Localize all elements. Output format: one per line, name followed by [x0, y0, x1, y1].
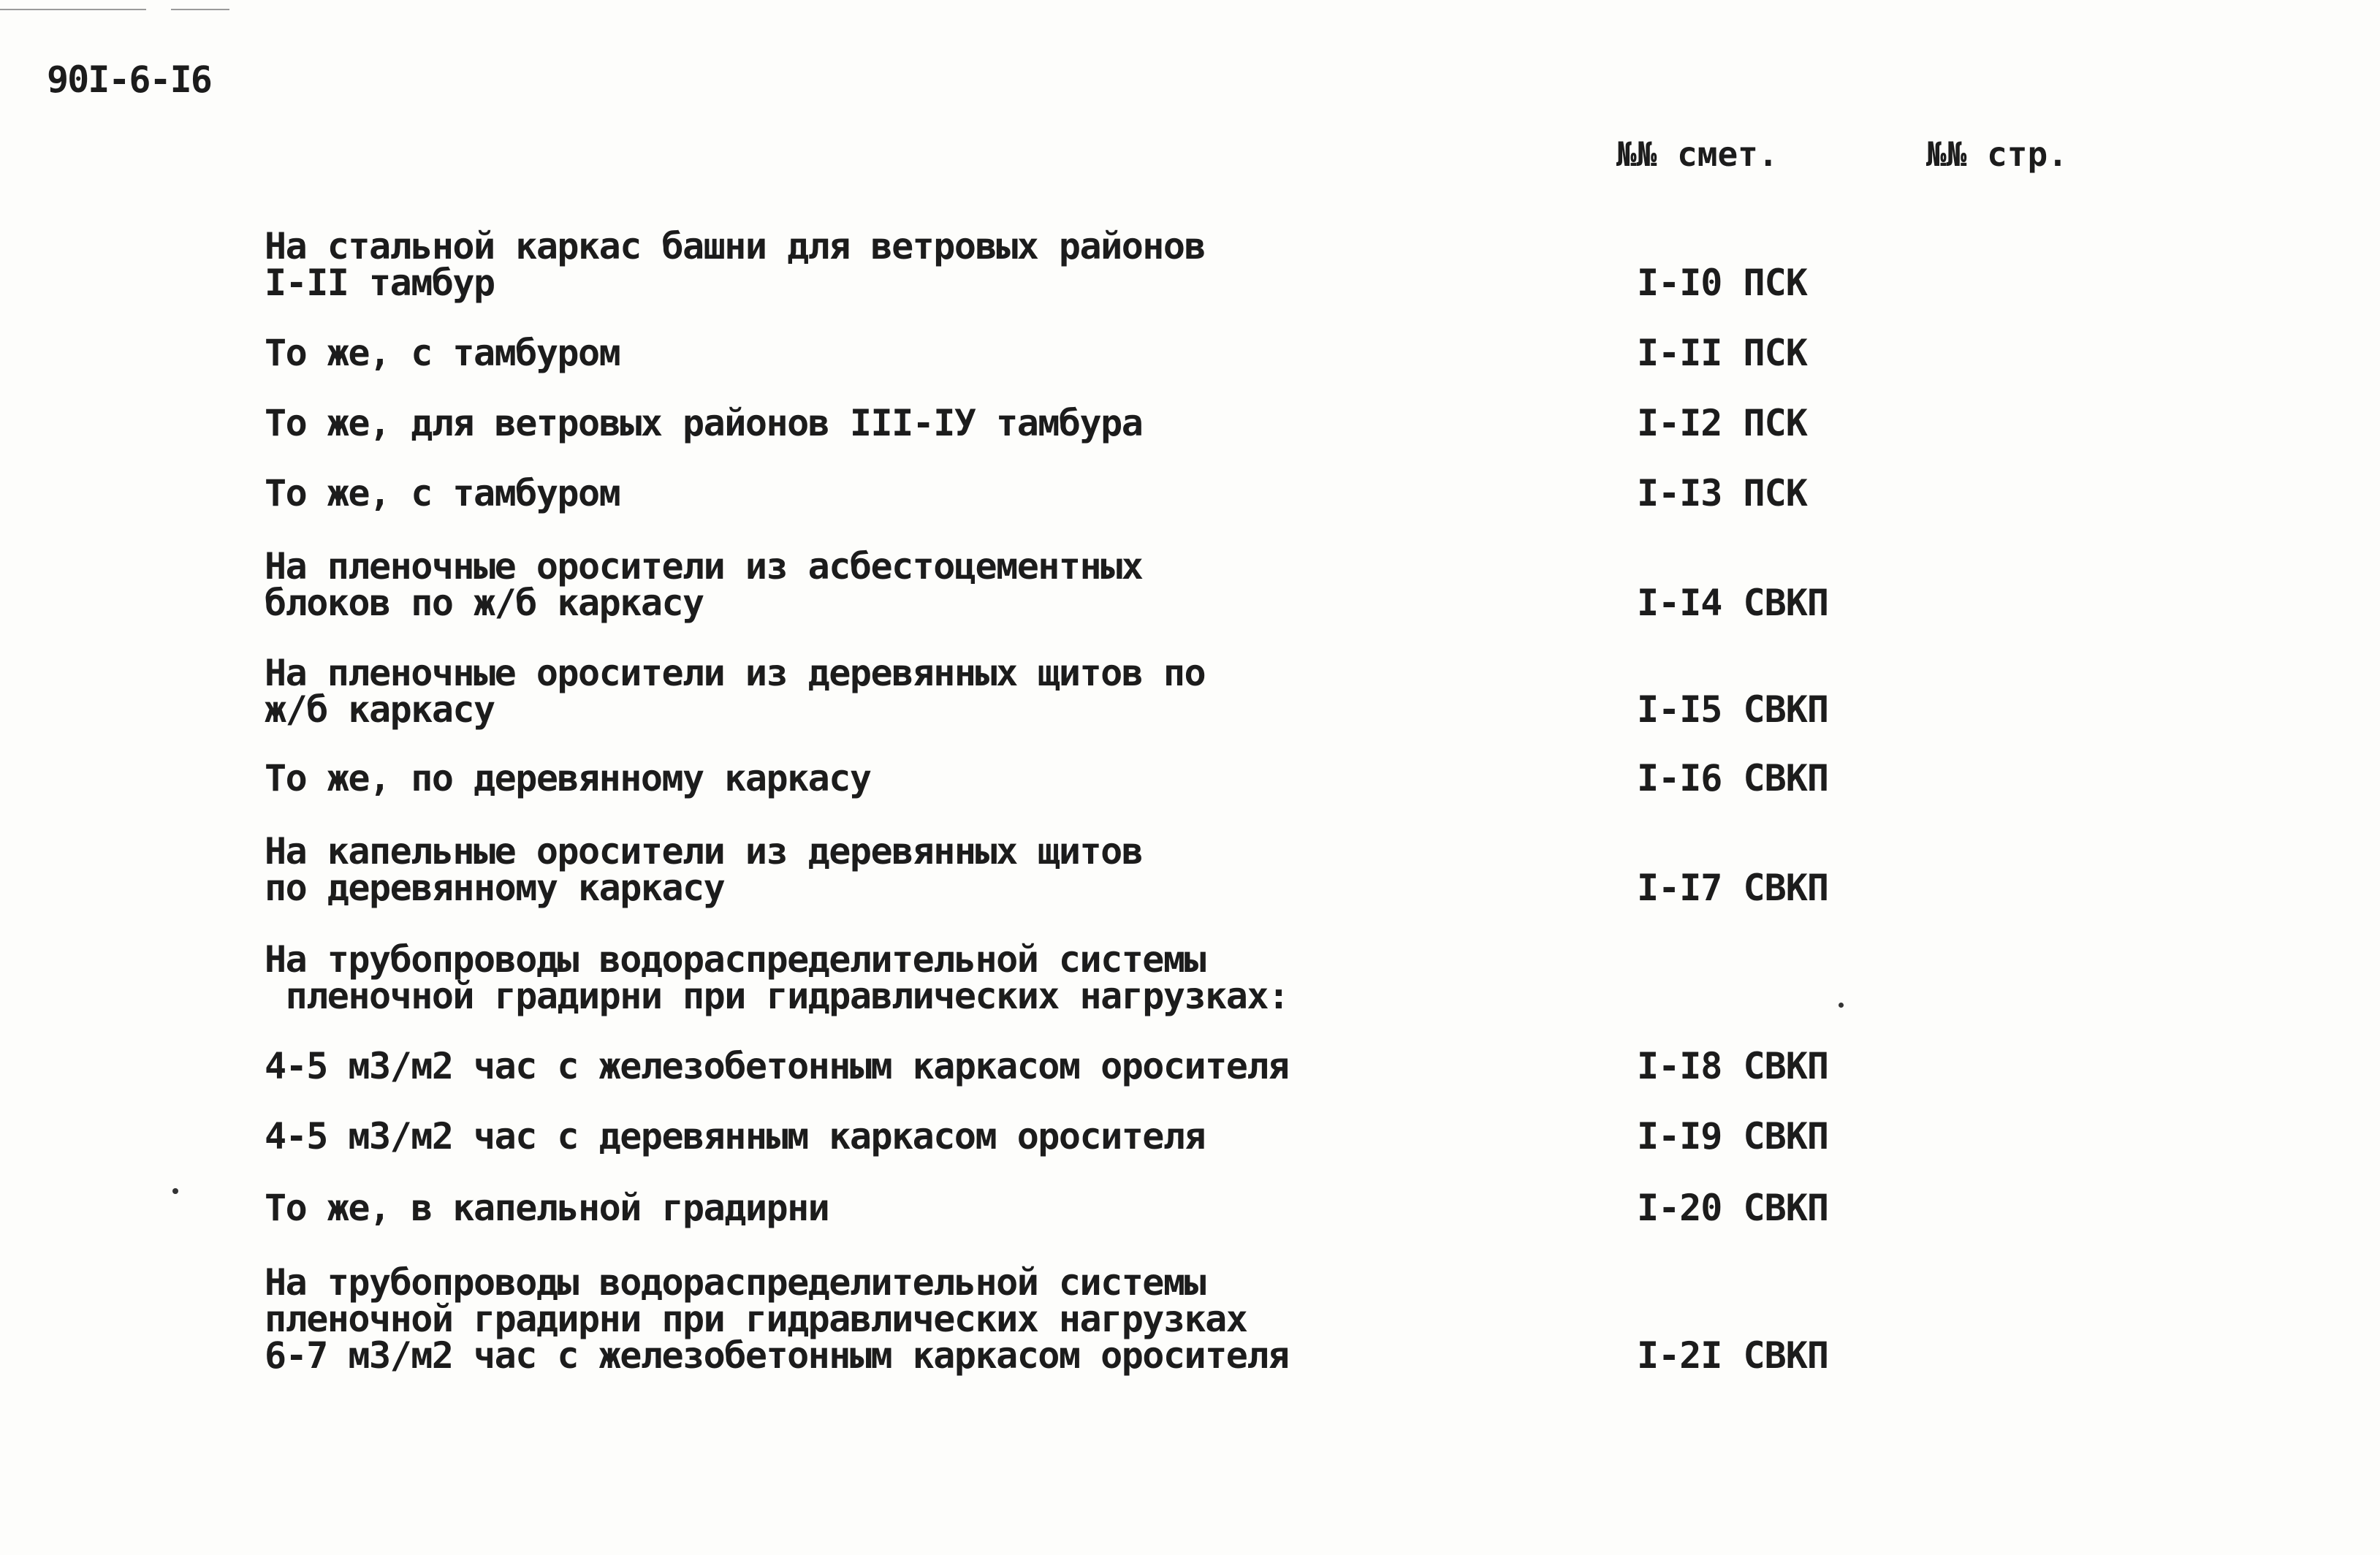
- description-line: I-II тамбур: [265, 262, 495, 304]
- description-line: 4-5 м3/м2 час с деревянным каркасом оросителя: [265, 1115, 1206, 1157]
- description-line: блоков по ж/б каркасу: [265, 582, 704, 624]
- description-line: На пленочные оросители из асбестоцементных: [265, 545, 1143, 588]
- entry-description: [265, 402, 1434, 444]
- description-line: На трубопроводы водораспределительной системы: [265, 1261, 1206, 1304]
- scan-speck: [172, 1188, 178, 1194]
- description-line: То же, по деревянному каркасу: [265, 757, 871, 799]
- top-rule-right: [171, 9, 229, 10]
- description-line: То же, с тамбуром: [265, 472, 620, 514]
- estimate-code: I-I2 ПСК: [1637, 402, 1807, 444]
- estimate-code: I-I0 ПСК: [1637, 262, 1807, 304]
- description-line: 6-7 м3/м2 час с железобетонным каркасом оросителя: [265, 1334, 1289, 1377]
- document-number: 90I-6-I6: [47, 58, 211, 101]
- entry-description: [265, 225, 1434, 304]
- entry-description: [265, 1115, 1434, 1157]
- description-line: 4-5 м3/м2 час с железобетонным каркасом оросителя: [265, 1045, 1289, 1087]
- entry-description: [265, 757, 1434, 799]
- entry-description: [265, 652, 1434, 731]
- estimate-code: I-I7 СВКП: [1637, 867, 1828, 909]
- estimate-code: I-I5 СВКП: [1637, 688, 1828, 731]
- entry-description: [265, 545, 1434, 624]
- entry-description: [265, 332, 1434, 374]
- entry-description: [265, 938, 1434, 1017]
- description-line: То же, с тамбуром: [265, 332, 620, 374]
- estimate-code: I-I9 СВКП: [1637, 1115, 1828, 1157]
- estimate-code: I-I3 ПСК: [1637, 472, 1807, 514]
- estimate-code: I-I4 СВКП: [1637, 582, 1828, 624]
- smeta-column-header: №№ смет.: [1616, 134, 1779, 174]
- scan-speck: [1839, 1003, 1844, 1008]
- description-line: То же, в капельной градирни: [265, 1187, 829, 1229]
- description-line: На трубопроводы водораспределительной системы: [265, 938, 1206, 981]
- description-line: по деревянному каркасу: [265, 867, 725, 909]
- estimate-code: I-I6 СВКП: [1637, 757, 1828, 799]
- description-line: ж/б каркасу: [265, 688, 495, 731]
- top-rule-left: [0, 9, 146, 10]
- description-line: На пленочные оросители из деревянных щитов по: [265, 652, 1206, 694]
- description-line: пленочной градирни при гидравлических нагрузках:: [265, 975, 1289, 1017]
- estimate-code: I-2I СВКП: [1637, 1334, 1828, 1377]
- entry-description: [265, 830, 1434, 909]
- description-line: То же, для ветровых районов III-IУ тамбура: [265, 402, 1143, 444]
- estimate-code: I-20 СВКП: [1637, 1187, 1828, 1229]
- entry-description: [265, 1045, 1434, 1087]
- entry-description: [265, 472, 1434, 514]
- description-line: пленочной градирни при гидравлических нагрузках: [265, 1298, 1247, 1340]
- entry-description: [265, 1187, 1434, 1229]
- description-line: На стальной каркас башни для ветровых районов: [265, 225, 1206, 267]
- page-column-header: №№ стр.: [1926, 134, 2068, 174]
- estimate-code: I-I8 СВКП: [1637, 1045, 1828, 1087]
- description-line: На капельные оросители из деревянных щитов: [265, 830, 1143, 872]
- entry-description: [265, 1261, 1434, 1377]
- estimate-code: I-II ПСК: [1637, 332, 1807, 374]
